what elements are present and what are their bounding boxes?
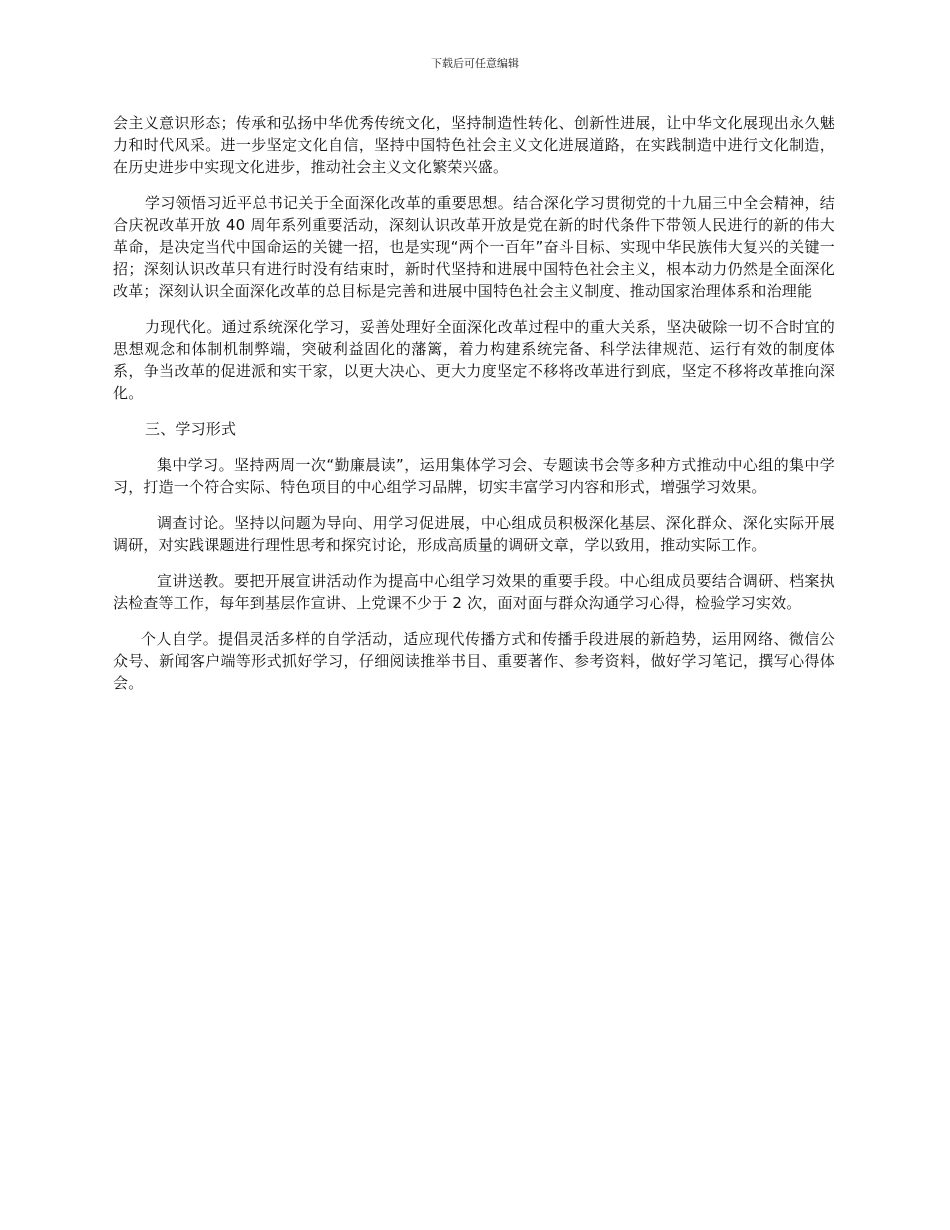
document-body — [113, 112, 835, 708]
section-heading-study-forms: 三、学习形式 — [145, 420, 237, 438]
page-header: 下载后可任意编辑 — [431, 57, 519, 70]
paragraph-culture: 会主义意识形态；传承和弘扬中华优秀传统文化，坚持制造性转化、创新性进展，让中华文化展现出永久魅力和时代风采。进一步坚定文化自信，坚持中国特色社会主义文化进展道路，在实践制造中进行文化制造，在历史进步中实现文化进步，推动社会主义文化繁荣兴盛。 — [113, 114, 835, 176]
paragraph-investigation-discussion: 调查讨论。坚持以问题为导向、用学习促进展，中心组成员积极深化基层、深化群众、深化实际开展调研，对实践课题进行理性思考和探究讨论，形成高质量的调研文章，学以致用，推动实际工作。 — [113, 514, 835, 554]
paragraph-lecture-teaching: 宣讲送教。要把开展宣讲活动作为提高中心组学习效果的重要手段。中心组成员要结合调研、档案执法检查等工作，每年到基层作宣讲、上党课不少于 2 次，面对面与群众沟通学习心得，检验学习实效。 — [113, 572, 835, 612]
paragraph-centralized-study: 集中学习。坚持两周一次“勤廉晨读”，运用集体学习会、专题读书会等多种方式推动中心组的集中学习，打造一个符合实际、特色项目的中心组学习品牌，切实丰富学习内容和形式，增强学习效果。 — [113, 456, 835, 496]
paragraph-reform-study: 学习领悟习近平总书记关于全面深化改革的重要思想。结合深化学习贯彻党的十九届三中全会精神，结合庆祝改革开放 40 周年系列重要活动，深刻认识改革开放是党在新的时代条件下带领人民进行的新的伟大革命，是决定当代中国命运的关键一招，也是实现“两个一百年”奋斗目标、实现中华民族伟大复兴的关键一招；深刻认识改革只有进行时没有结束时，新时代坚持和进展中国特色社会主义，根本动力仍然是全面深化改革；深刻认识全面深化改革的总目标是完善和进展中国特色社会主义制度、推动国家治理体系和治理能 — [113, 194, 835, 300]
paragraph-self-study: 个人自学。提倡灵活多样的自学活动，适应现代传播方式和传播手段进展的新趋势，运用网络、微信公众号、新闻客户端等形式抓好学习，仔细阅读推举书目、重要著作、参考资料，做好学习笔记，撰写心得体会。 — [113, 630, 835, 692]
paragraph-reform-modernization: 力现代化。通过系统深化学习，妥善处理好全面深化改革过程中的重大关系，坚决破除一切不合时宜的思想观念和体制机制弊端，突破利益固化的藩篱，着力构建系统完备、科学法律规范、运行有效的制度体系，争当改革的促进派和实干家，以更大决心、更大力度坚定不移将改革进行到底，坚定不移将改革推向深化。 — [113, 318, 835, 402]
